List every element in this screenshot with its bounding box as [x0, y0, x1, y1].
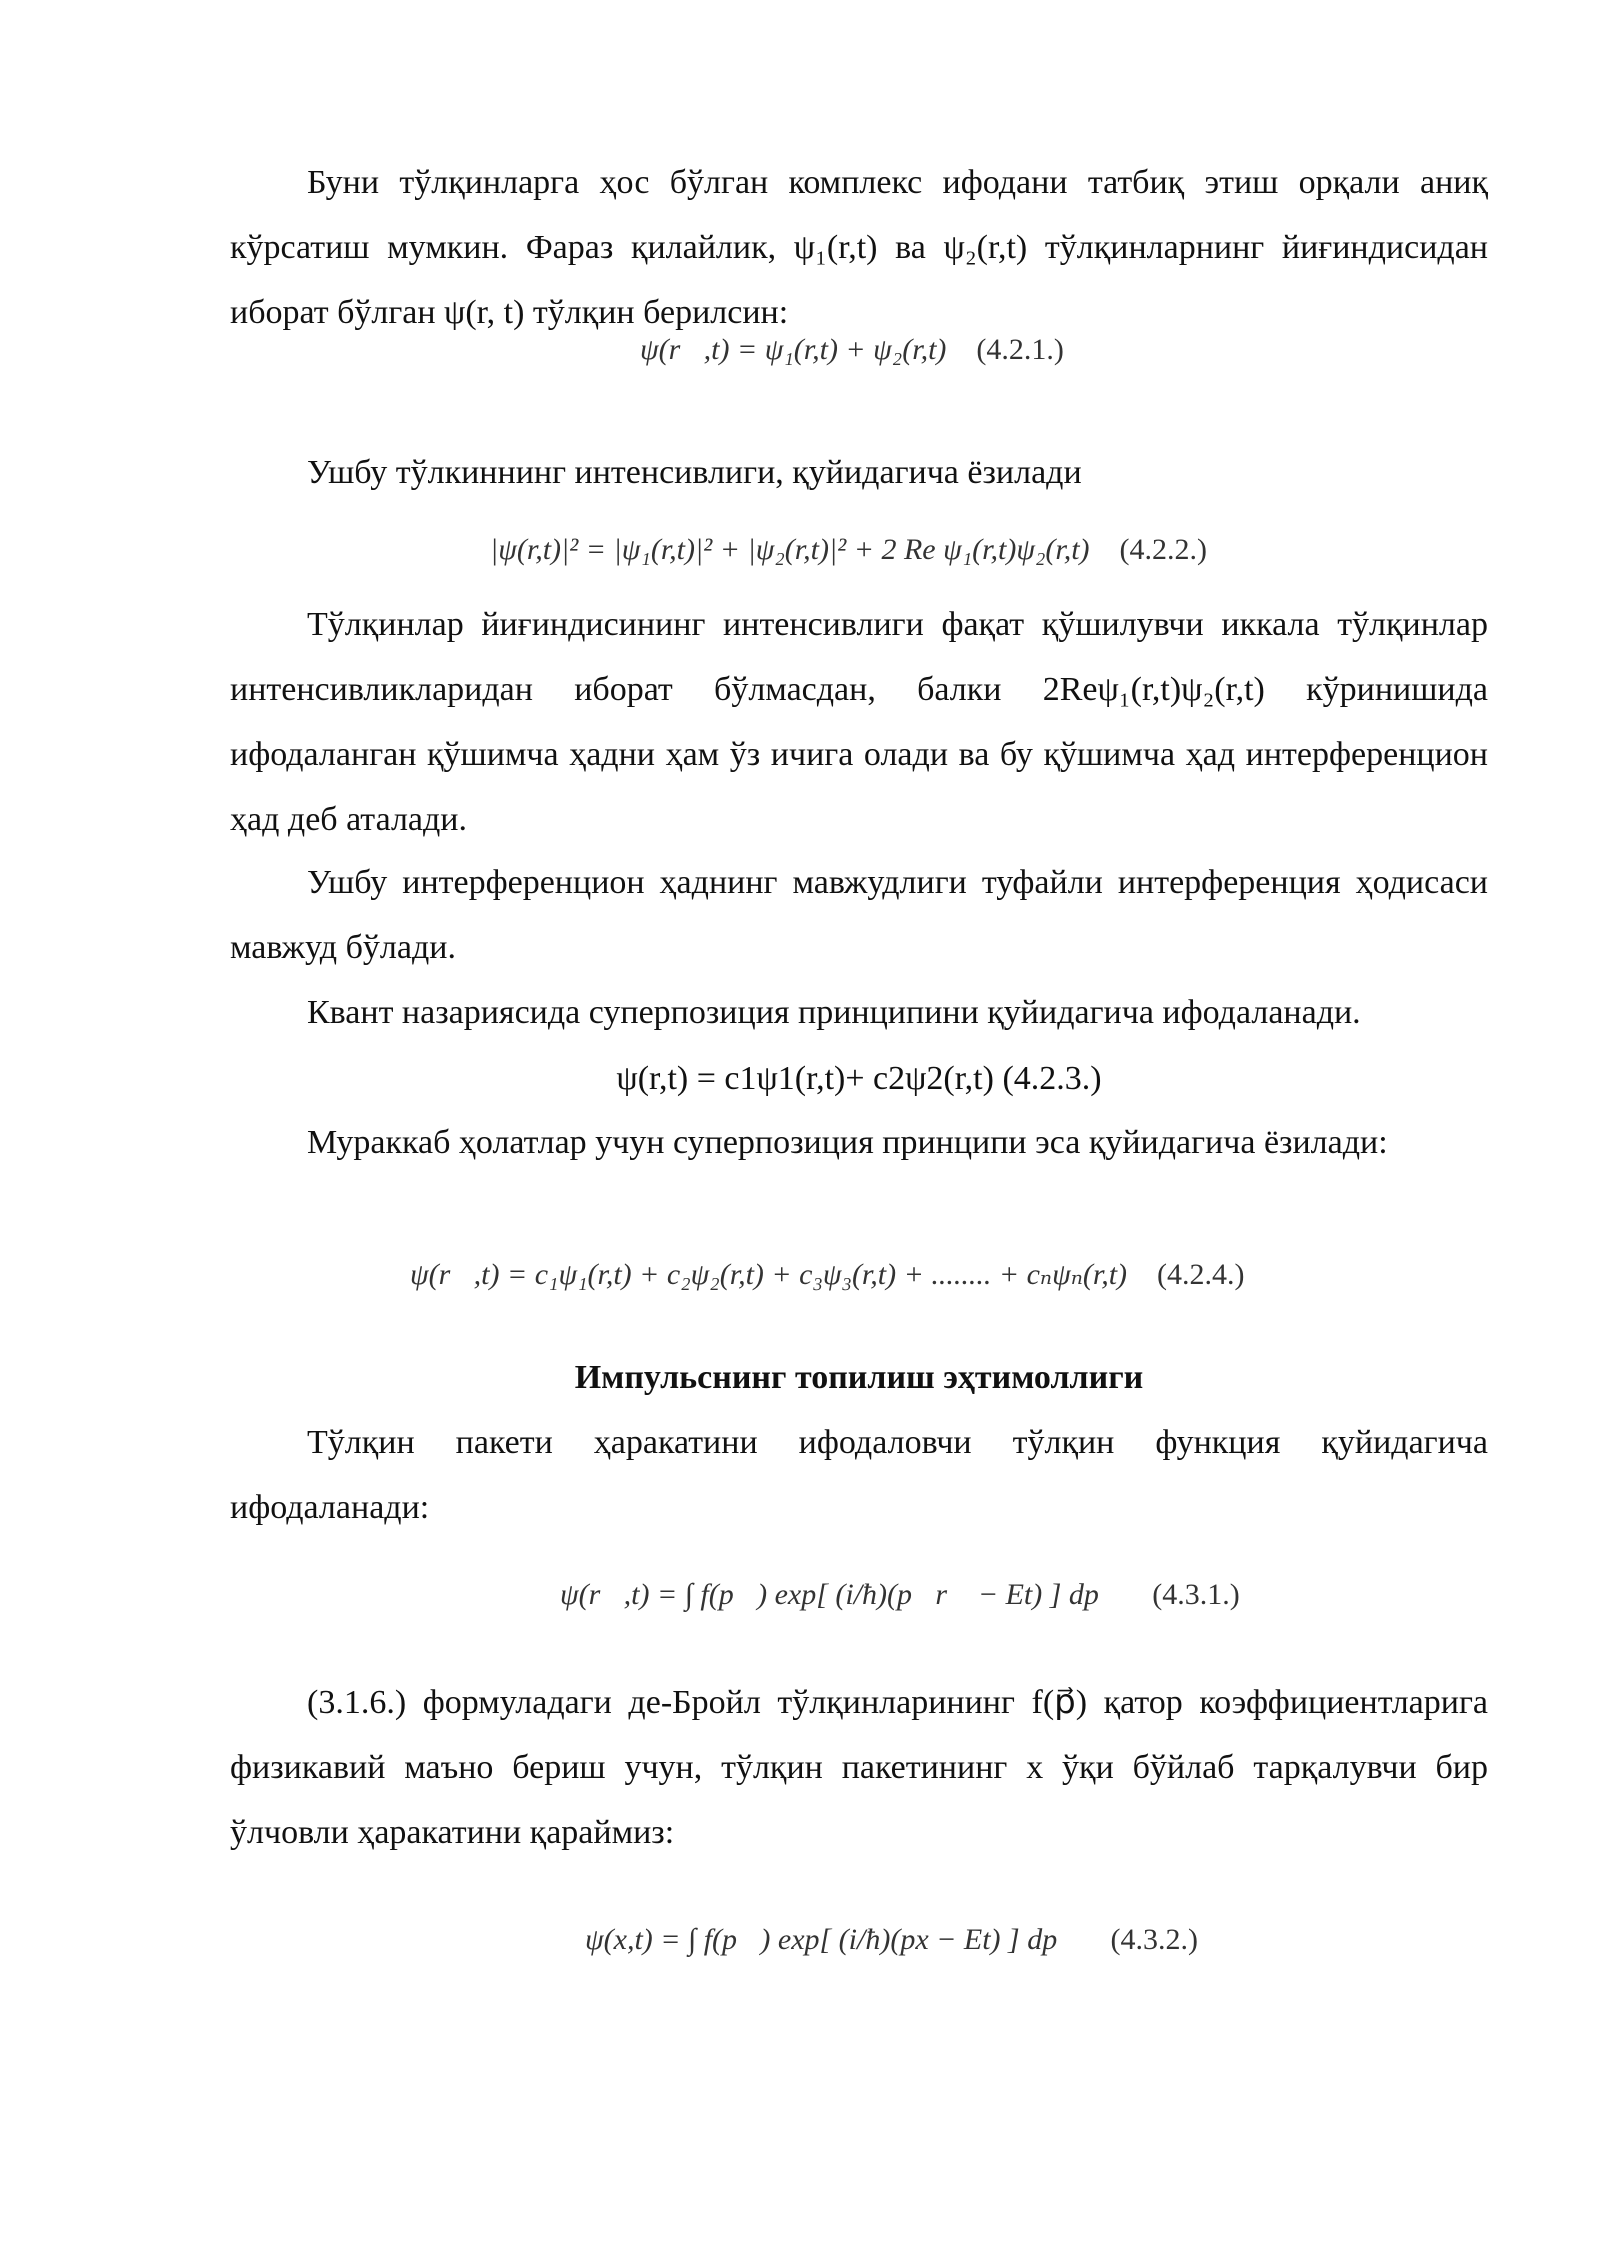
paragraph-interference-term: Тўлқинлар йиғиндисининг интенсивлиги фақат қўшилувчи иккала тўлқинлар интенсивликларидан иборат бўлмасдан, балки 2Reψ₁(r,t)ψ₂(r,t) кўринишида ифодаланган қўшимча ҳадни ҳам ўз ичига олади ва бу қўшимча ҳад интерференцион ҳад деб аталади. [230, 606, 1488, 838]
formula-4-2-4 [410, 1255, 1245, 1295]
paragraph-superposition: Квант назариясида суперпозиция принципини қуйидагича ифодаланади. [307, 994, 1361, 1031]
paragraph-intensity: Ушбу тўлкиннинг интенсивлиги, қуйидагича ёзилади [307, 454, 1082, 491]
formula-number: (4.2.4.) [1157, 1258, 1245, 1291]
paragraph-wave-packet: Тўлқин пакети ҳаракатини ифодаловчи тўлқин функция қуйидагича ифодаланади: [230, 1424, 1488, 1526]
paragraph-de-broglie: (3.1.6.) формуладаги де-Бройл тўлқинларининг f(p⃗) қатор коэффициентларига физикавий маъно бериш учун, тўлқин пакетининг x ўқи бўйлаб тарқалувчи бир ўлчовли ҳаракатини қараймиз: [230, 1684, 1488, 1851]
formula-4-2-2 [490, 530, 1207, 570]
paragraph-complex-expression: Буни тўлқинларга ҳос бўлган комплекс ифодани татбиқ этиш орқали аниқ кўрсатиш мумкин. Фараз қилайлик, ψ₁(r,t) ва ψ₂(r,t) тўлқинларнинг йиғиндисидан иборат бўлган ψ(r, t) тўлқин берилсин: [230, 164, 1488, 331]
formula-number: (4.3.2.) [1110, 1923, 1199, 1956]
formula-expression: ψ(r⃗,t) = c₁ψ₁(r,t) + c₂ψ₂(r,t) + c₃ψ₃(r,t) + ........ + cₙψₙ(r,t) [410, 1258, 1128, 1291]
formula-4-3-2 [585, 1920, 1198, 1960]
paragraph-interference-phenomenon: Ушбу интерференцион ҳаднинг мавжудлиги туфайли интерференция ҳодисаси мавжуд бўлади. [230, 864, 1488, 966]
formula-number: (4.2.2.) [1119, 533, 1208, 566]
formula-4-3-1 [560, 1575, 1240, 1615]
formula-expression: |ψ(r,t)|² = |ψ₁(r,t)|² + |ψ₂(r,t)|² + 2 Re ψ₁(r,t)ψ₂(r,t) [490, 533, 1090, 566]
formula-expression: ψ(x,t) = ∫ f(p⃗) exp[ (i/ħ)(px − Et) ] dp⃗ [585, 1923, 1081, 1956]
formula-4-2-3: ψ(r,t) = c1ψ1(r,t)+ c2ψ2(r,t) (4.2.3.) [616, 1060, 1102, 1097]
paragraph-complex-states: Мураккаб ҳолатлар учун суперпозиция принципи эса қуйидагича ёзилади: [307, 1124, 1388, 1161]
formula-4-2-1 [640, 330, 1064, 370]
section-heading: Импульснинг топилиш эҳтимоллиги [574, 1359, 1144, 1396]
formula-expression: ψ(r⃗,t) = ∫ f(p⃗) exp[ (i/ħ)(p⃗r⃗ − Et) ] dp⃗ [560, 1578, 1123, 1611]
formula-number: (4.2.1.) [976, 333, 1064, 366]
formula-expression: ψ(r⃗,t) = ψ₁(r,t) + ψ₂(r,t) [640, 333, 947, 366]
formula-number: (4.3.1.) [1152, 1578, 1240, 1611]
